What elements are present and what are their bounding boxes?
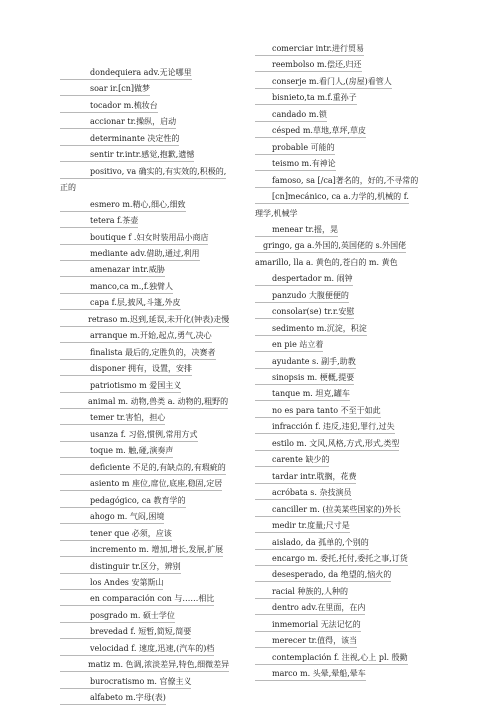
vocab-entry — [255, 538, 369, 550]
vocab-entry — [255, 176, 418, 188]
vocab-entry-text: menear tr.摇，晃 — [272, 224, 339, 234]
vocab-entry-text: 理学,机械学 — [255, 208, 298, 218]
vocab-entry — [60, 413, 165, 425]
vocab-entry — [60, 200, 186, 212]
vocab-entry-text: brevedad f. 短暂,简短,简要 — [90, 627, 192, 637]
vocab-entry — [60, 315, 229, 327]
vocab-entry-text: tener que 必须，应该 — [90, 528, 172, 538]
vocab-entry — [60, 117, 176, 129]
vocab-entry-text: positivo, va 确实的,有实效的,积极的, — [90, 166, 227, 176]
vocab-entry — [255, 93, 357, 105]
vocab-entry-text: bisnieto,ta m.f.重孙子 — [272, 93, 357, 103]
vocab-entry — [255, 225, 338, 237]
vocab-entry-text: mediante adv.借助,通过,利用 — [90, 248, 200, 258]
vocab-entry — [60, 627, 191, 639]
vocab-entry-text: amarillo, lla a. 黄色的,苍白的 m. 黄色 — [255, 257, 398, 267]
vocab-entry — [60, 594, 214, 606]
vocab-entry-text: panzudo 大腹便便的 — [272, 290, 349, 300]
vocab-entry — [255, 587, 348, 599]
vocab-entry-text: carente 缺少的 — [272, 455, 330, 465]
vocab-entry — [60, 265, 165, 277]
vocab-entry-text: sinopsis m. 梗概,提要 — [272, 373, 355, 382]
vocab-entry — [60, 150, 194, 162]
vocab-entry-text: tocador m.梳妆台 — [90, 100, 158, 110]
vocab-entry-text: marco m. 头晕,晕船,晕车 — [272, 669, 366, 679]
vocab-entry-text: temer tr.害怕，担心 — [90, 413, 166, 423]
vocab-entry — [60, 282, 173, 294]
vocab-entry-text: famoso, sa [/ca]著名的，好的,不寻常的 — [272, 175, 419, 185]
vocab-entry — [60, 545, 223, 557]
vocab-entry — [60, 430, 198, 442]
vocab-entry — [60, 693, 166, 705]
vocab-entry — [60, 611, 175, 623]
vocab-entry — [255, 340, 323, 352]
vocab-entry — [60, 249, 200, 261]
vocab-entry-text: sedimento m.沉淀，积淀 — [272, 323, 367, 333]
vocab-entry-text: deficiente 不足的,有缺点的,有瑕疵的 — [90, 462, 226, 472]
vocab-entry-text: capa f.层,披风,斗篷,外皮 — [90, 298, 181, 308]
vocab-entry-text: encargo m. 委托,托付,委托之事,订货 — [272, 553, 408, 563]
vocab-entry — [255, 324, 367, 336]
vocab-entry-text: racial 种族的,人种的 — [272, 586, 349, 596]
vocab-entry-text: boutique f .妇女时装用品小商店 — [90, 232, 209, 242]
vocab-entry — [60, 677, 191, 689]
vocab-entry — [60, 512, 164, 524]
vocab-entry — [255, 455, 329, 467]
vocab-entry — [60, 101, 158, 113]
vocab-entry-text: gringo, ga a.外国的,英国佬的 s.外国佬 — [263, 241, 407, 251]
vocab-entry-text: distinguir tr.区分，辨别 — [90, 561, 181, 571]
vocab-entry-text: disponer 拥有，设置，安排 — [90, 364, 192, 374]
vocab-entry — [255, 258, 398, 269]
vocab-entry-text: medir tr.度量;尺寸是 — [272, 521, 350, 531]
vocab-entry-text: infracción f. 违反,违犯,罪行,过失 — [272, 422, 395, 432]
vocab-entry-text: inmemorial 无法记忆的 — [272, 619, 361, 629]
vocab-entry — [255, 291, 349, 303]
vocab-entry — [255, 406, 381, 418]
vocab-entry — [60, 364, 192, 376]
vocab-entry-text: soar ir.[cn]做梦 — [90, 84, 150, 94]
vocab-entry-text: posgrado m. 硕士学位 — [90, 610, 175, 620]
vocab-entry-text: amenazar intr.威胁 — [90, 265, 165, 275]
vocab-entry — [60, 578, 163, 590]
vocab-entry — [60, 183, 76, 194]
vocab-entry-text: los Andes 安第斯山 — [90, 577, 164, 587]
vocab-entry-text: ahogo m. 气闷,困境 — [90, 512, 165, 522]
vocab-entry-text: toque m. 触,碰,演奏声 — [90, 446, 174, 456]
vocab-entry-text: en comparación con 与……相比 — [90, 594, 215, 604]
vocab-entry — [60, 233, 208, 245]
vocab-entry — [255, 636, 357, 648]
vocab-entry-text: desesperado, da 绝望的,恼火的 — [272, 570, 392, 580]
vocab-entry-text: comerciar intr.进行贸易 — [272, 44, 365, 53]
vocab-entry-text: 正的 — [60, 183, 76, 193]
vocab-entry — [255, 126, 366, 138]
vocab-entry — [255, 192, 409, 204]
vocab-entry — [60, 446, 173, 458]
vocab-entry-text: pedagógico, ca 教育学的 — [90, 495, 186, 505]
vocab-entry — [60, 84, 150, 96]
vocab-entry — [255, 389, 350, 401]
vocab-entry — [255, 159, 336, 171]
vocab-entry-text: manco,ca m.,f.独臂人 — [90, 281, 174, 291]
vocab-entry — [60, 660, 229, 672]
vocab-entry — [60, 167, 226, 179]
vocab-entry — [255, 669, 366, 681]
vocab-entry — [255, 653, 408, 665]
vocab-entry-text: esmero m.精心,细心,细致 — [90, 199, 186, 209]
vocab-entry — [60, 529, 172, 541]
vocab-entry — [255, 439, 399, 451]
vocab-entry-text: animal m. 动物,兽类 a. 动物的,粗野的 — [88, 397, 229, 406]
vocab-entry-text: aislado, da 孤单的,个别的 — [272, 537, 369, 547]
vocab-entry-text: tanque m. 坦克,罐车 — [272, 389, 350, 399]
vocab-entry-text: tetera f.茶壶 — [90, 216, 139, 226]
vocab-entry-text: merecer tr.值得，该当 — [272, 636, 358, 646]
vocab-entry-text: acróbata s. 杂技演员 — [272, 488, 352, 498]
vocab-entry — [255, 488, 352, 500]
vocab-entry — [60, 463, 226, 475]
vocab-entry — [60, 562, 181, 574]
vocab-entry — [255, 603, 365, 615]
vocab-entry — [60, 348, 216, 360]
vocab-entry — [255, 620, 361, 632]
vocab-entry-text: matiz m. 色调,浓淡差异,特色,细微差异 — [88, 660, 230, 670]
vocab-entry — [255, 110, 327, 122]
vocab-entry-text: reembolso m.偿还,归还 — [272, 60, 362, 70]
vocab-entry-text: usanza f. 习俗,惯例,常用方式 — [90, 429, 198, 439]
vocab-entry-text: asiento m 座位,席位,底座,稳固,定居 — [90, 479, 223, 489]
vocab-entry-text: candado m.锁 — [272, 109, 327, 119]
vocab-entry-text: ayudante s. 副手,助教 — [272, 356, 356, 366]
vocab-entry-text: sentir tr.intr.感觉,抱歉,遗憾 — [90, 150, 195, 160]
vocab-entry-text: despertador m. 闹钟 — [272, 274, 353, 284]
vocab-entry-text: incremento m. 增加,增长,发展,扩展 — [90, 545, 224, 555]
vocab-entry — [255, 554, 408, 566]
vocab-entry-text: accionar tr.操纵，启动 — [90, 117, 177, 127]
vocab-entry — [60, 216, 138, 228]
vocab-entry — [255, 209, 298, 220]
vocab-entry-text: en pie 站立着 — [272, 340, 324, 350]
vocab-entry-text: teismo m.有神论 — [272, 159, 336, 169]
vocab-entry — [255, 143, 335, 155]
vocab-entry-text: probable 可能的 — [272, 142, 335, 152]
vocab-entry-text: no es para tanto 不至于如此 — [272, 405, 381, 415]
vocab-entry — [60, 134, 179, 146]
vocab-entry — [255, 357, 356, 369]
vocab-entry-text: estilo m. 文风,风格,方式,形式,类型 — [272, 438, 400, 448]
vocab-entry-text: tardar intr.耽搁，花费 — [272, 471, 357, 481]
vocab-entry — [255, 422, 395, 434]
vocab-entry — [60, 496, 186, 508]
vocab-entry-text: patriotismo m 爱国主义 — [90, 380, 182, 390]
vocab-entry — [255, 373, 354, 385]
vocab-entry — [255, 570, 391, 582]
vocab-entry — [255, 60, 362, 72]
vocab-entry — [255, 472, 356, 484]
vocab-entry-text: finalista 最后的,定胜负的，决赛者 — [90, 347, 216, 357]
vocab-entry-text: determinante 决定性的 — [90, 133, 180, 143]
vocab-entry-text: arranque m.开始,起点,勇气,决心 — [90, 331, 212, 341]
vocab-entry — [255, 274, 353, 286]
vocab-entry-text: [cn]mecánico, ca a.力学的,机械的 f. — [272, 192, 409, 202]
vocab-entry — [60, 644, 214, 656]
vocab-entry-text: alfabeto m.字母(表) — [90, 693, 166, 703]
vocab-entry-text: velocidad f. 速度,迅速,(汽车的)档 — [90, 643, 215, 653]
vocab-entry-text: césped m.草地,草坪,草皮 — [272, 126, 367, 136]
vocab-entry-text: consolar(se) tr.r.安慰 — [272, 307, 355, 317]
vocab-entry — [60, 68, 192, 80]
vocab-entry — [255, 241, 406, 253]
vocab-entry — [255, 521, 350, 533]
vocab-entry-text: dondequiera adv.无论哪里 — [90, 68, 192, 77]
vocab-entry-text: burocratismo m. 官僚主义 — [90, 676, 192, 686]
vocab-entry — [60, 331, 212, 343]
vocab-entry-text: dentro adv.在里面，在内 — [272, 603, 366, 613]
vocab-entry — [60, 479, 222, 491]
vocab-entry-text: contemplación f. 注视,心上 pl. 殷勤 — [272, 652, 408, 662]
vocab-entry — [255, 77, 392, 89]
vocab-entry — [255, 44, 364, 56]
vocab-entry-text: conserje m.看门人,(房屋)看管人 — [272, 76, 392, 86]
vocab-entry — [255, 307, 354, 319]
vocab-entry — [60, 298, 181, 310]
vocab-entry-text: retraso m.迟到,延误,未开化(钟表)走慢 — [88, 314, 230, 324]
vocab-entry — [60, 397, 228, 409]
vocab-entry — [255, 505, 401, 517]
vocab-entry-text: canciller m. (拉美某些国家的)外长 — [272, 504, 401, 514]
vocab-entry — [60, 381, 181, 393]
